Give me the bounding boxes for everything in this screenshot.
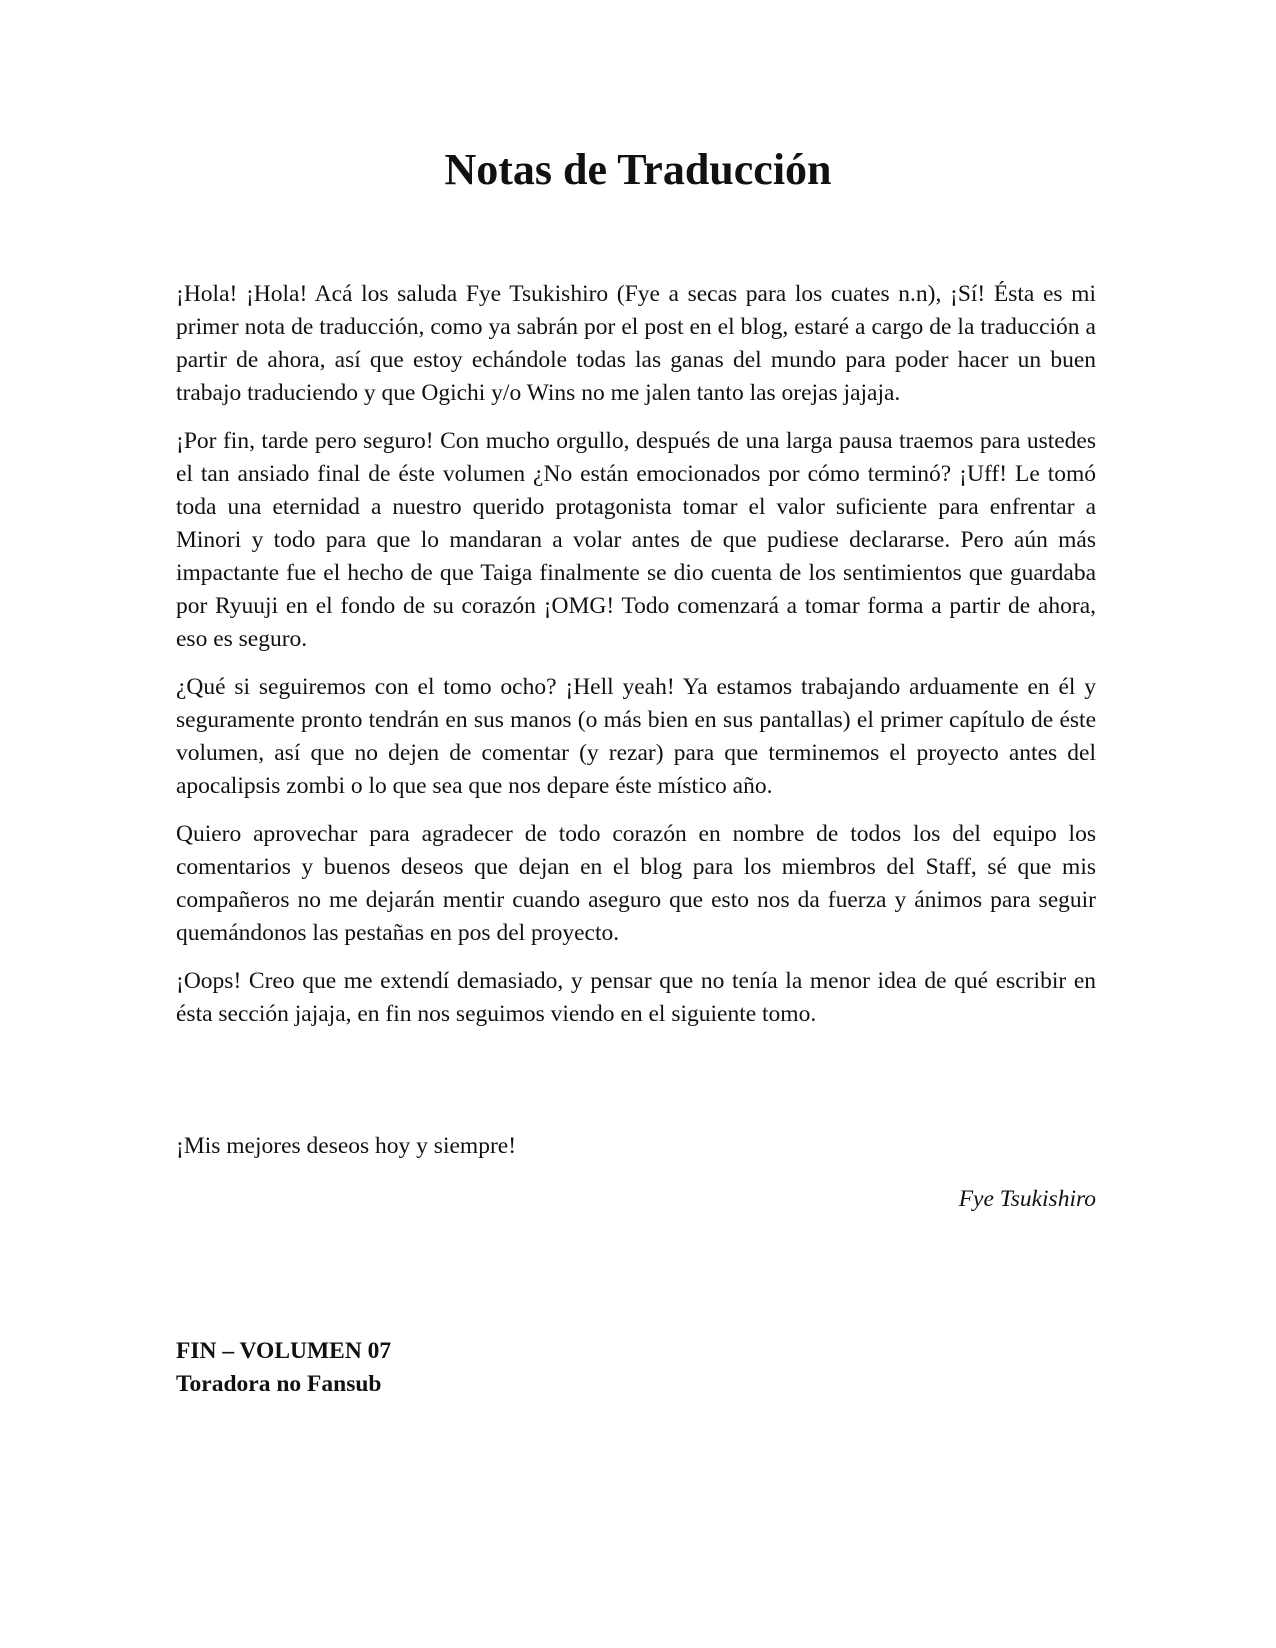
footer-group-name: Toradora no Fansub: [176, 1371, 382, 1397]
paragraph-4: Quiero aprovechar para agradecer de todo corazón en nombre de todos los del equipo los comentarios y buenos deseos que dejan en el blog para los miembros del Staff, sé que mis compañeros no me dejarán mentir cuando aseguro que esto nos da fuerza y ánimos para seguir quemándonos las pestañas en pos del proyecto.: [176, 821, 1096, 946]
paragraph-1: ¡Hola! ¡Hola! Acá los saluda Fye Tsukishiro (Fye a secas para los cuates n.n), ¡Sí! Ésta es mi primer nota de traducción, como ya sabrán por el post en el blog, estaré a cargo de la traducción a partir de ahora, así que estoy echándole todas las ganas del mundo para poder hacer un buen trabajo traduciendo y que Ogichi y/o Wins no me jalen tanto las orejas jajaja.: [176, 281, 1096, 406]
footer: [176, 1335, 776, 1401]
body-text: [176, 278, 1096, 1046]
page-title: Notas de Traducción: [444, 145, 832, 194]
paragraph-3: ¿Qué si seguiremos con el tomo ocho? ¡Hell yeah! Ya estamos trabajando arduamente en él y seguramente pronto tendrán en sus manos (o más bien en sus pantallas) el primer capítulo de éste volumen, así que no dejen de comentar (y rezar) para que terminemos el proyecto antes del apocalipsis zombi o lo que sea que nos depare éste místico año.: [176, 674, 1096, 799]
signature: Fye Tsukishiro: [958, 1186, 1096, 1212]
paragraph-2: ¡Por fin, tarde pero seguro! Con mucho orgullo, después de una larga pausa traemos para ustedes el tan ansiado final de éste volumen ¿No están emocionados por cómo terminó? ¡Uff! Le tomó toda una eternidad a nuestro querido protagonista tomar el valor suficiente para enfrentar a Minori y todo para que lo mandaran a volar antes de que pudiese declararse. Pero aún más impactante fue el hecho de que Taiga finalmente se dio cuenta de los sentimientos que guardaba por Ryuuji en el fondo de su corazón ¡OMG! Todo comenzará a tomar forma a partir de ahora, eso es seguro.: [176, 428, 1096, 652]
paragraph-5: ¡Oops! Creo que me extendí demasiado, y pensar que no tenía la menor idea de qué escribir en ésta sección jajaja, en fin nos seguimos viendo en el siguiente tomo.: [176, 968, 1096, 1027]
closing-line: ¡Mis mejores deseos hoy y siempre!: [176, 1133, 517, 1159]
footer-volume-end: FIN – VOLUMEN 07: [176, 1338, 392, 1364]
